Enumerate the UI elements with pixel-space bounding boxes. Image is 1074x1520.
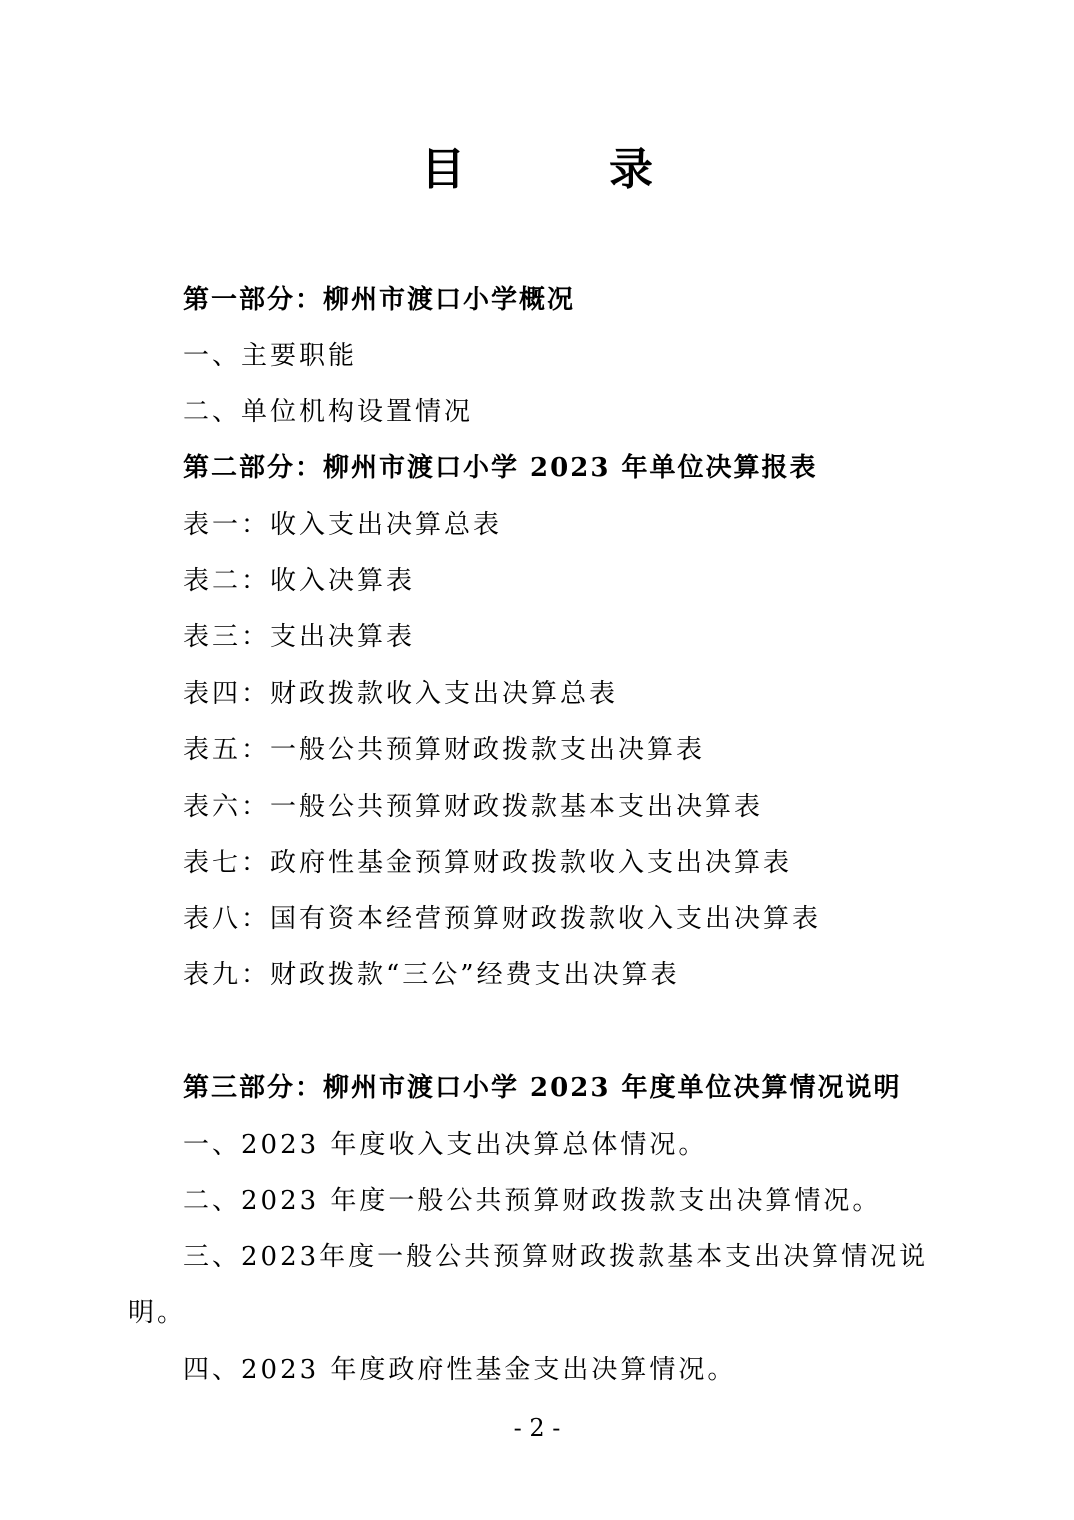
part2-item-9: 表九：财政拨款“三公”经费支出决算表 xyxy=(183,960,680,990)
part3-item-2: 二、2023 年度一般公共预算财政拨款支出决算情况。 xyxy=(183,1186,882,1216)
part1-item-1: 一、主要职能 xyxy=(183,341,358,371)
page-title: 目 录 xyxy=(421,144,703,195)
part2-item-3: 表三：支出决算表 xyxy=(183,622,416,652)
part3-heading: 第三部分：柳州市渡口小学 2023 年度单位决算情况说明 xyxy=(183,1073,902,1103)
part3-item-3-continued: 明。 xyxy=(128,1298,187,1328)
part2-item-2: 表二：收入决算表 xyxy=(183,566,416,596)
part3-item-4: 四、2023 年度政府性基金支出决算情况。 xyxy=(183,1355,737,1385)
part2-item-1: 表一：收入支出决算总表 xyxy=(183,510,503,540)
part2-item-6: 表六：一般公共预算财政拨款基本支出决算表 xyxy=(183,792,764,822)
page-number: - 2 - xyxy=(513,1414,561,1442)
part2-item-5: 表五：一般公共预算财政拨款支出决算表 xyxy=(183,735,706,765)
part3-item-1: 一、2023 年度收入支出决算总体情况。 xyxy=(183,1130,708,1160)
part2-heading: 第二部分：柳州市渡口小学 2023 年单位决算报表 xyxy=(183,453,818,483)
part2-item-8: 表八：国有资本经营预算财政拨款收入支出决算表 xyxy=(183,904,822,934)
part2-item-7: 表七：政府性基金预算财政拨款收入支出决算表 xyxy=(183,848,793,878)
part1-heading: 第一部分：柳州市渡口小学概况 xyxy=(183,285,576,315)
part1-item-2: 二、单位机构设置情况 xyxy=(183,397,474,427)
part3-item-3: 三、2023年度一般公共预算财政拨款基本支出决算情况说 xyxy=(183,1242,929,1272)
part2-item-4: 表四：财政拨款收入支出决算总表 xyxy=(183,679,619,709)
